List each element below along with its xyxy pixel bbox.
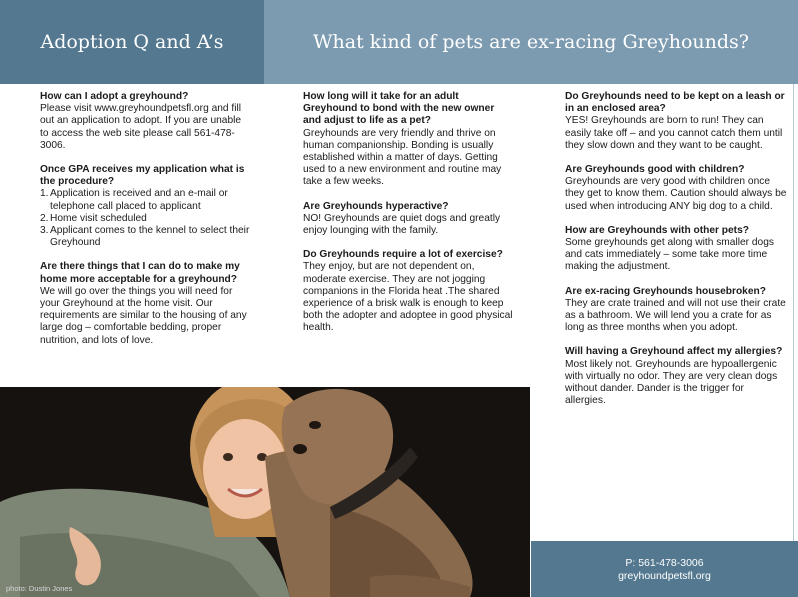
left-header-banner [0,0,264,84]
answer: They enjoy, but are not dependent on, moderate exercise. They are not jogging companions in the Florida heat .The shared experience of a brisk walk is enough to keep both the adopter and adoptee in good physical health. [303,261,513,334]
qa-block [40,164,252,249]
contact-box [531,541,798,597]
question: Are Greyhounds good with children? [565,164,745,176]
qa-block [565,225,787,274]
question: Will having a Greyhound affect my allergies? [565,346,783,358]
procedure-step [40,225,252,249]
step-number: 1. [40,188,49,200]
qa-block [303,201,513,238]
left-header-title: Adoption Q and A’s [40,31,224,53]
question: Are Greyhounds hyperactive? [303,200,449,212]
question: Do Greyhounds require a lot of exercise? [303,249,503,261]
answer: NO! Greyhounds are quiet dogs and greatly enjoy lounging with the family. [303,212,501,237]
procedure-step [40,188,252,212]
girl-and-greyhound-photo [0,387,530,597]
answer: Greyhounds are very good with children once they get to know them. Caution should always be used when introducing ANY big dog to a child. [565,176,787,212]
photo-credit: photo: Dustin Jones [6,584,73,593]
qa-column-2 [303,91,513,347]
contact-phone: P: 561-478-3006 [625,557,704,569]
qa-block [565,346,787,407]
answer: Some greyhounds get along with smaller dogs and cats immediately – some take more time making the adjustment. [565,237,774,273]
right-header-banner [264,0,798,84]
answer: We will go over the things you will need for your Greyhound at the home visit. Our requirements are similar to the housing of any large dog – comfortable bedding, proper nutrition, and lots of love. [40,285,247,346]
question: How can I adopt a greyhound? [40,91,189,102]
question: How are Greyhounds with other pets? [565,224,749,236]
answer: YES! Greyhounds are born to run! They can easily take off – and you cannot catch them until they slow down and they want to be caught. [565,115,783,151]
answer: Most likely not. Greyhounds are hypoallergenic with virtually no odor. They are very clean dogs without dander. Dander is the trigger for allergies. [565,358,778,407]
step-text: Home visit scheduled [50,212,147,224]
qa-block [565,286,787,335]
right-header-title: What kind of pets are ex-racing Greyhounds? [313,31,749,53]
contact-website: greyhoundpetsfl.org [618,570,711,582]
qa-block [565,91,787,152]
qa-column-1 [40,91,252,359]
question: Are ex-racing Greyhounds housebroken? [565,285,766,297]
qa-block [40,261,252,346]
answer: They are crate trained and will not use their crate as a bathroom. We will lend you a crate for as long as three months when you adopt. [565,297,786,334]
right-edge-divider [793,84,794,541]
answer: Greyhounds are very friendly and thrive on human companionship. Bonding is usually established within a matter of days. Getting used to a new environment and routine may take a few weeks. [303,127,502,188]
question: How long will it take for an adult Greyhound to bond with the new owner and adjust to life as a pet? [303,91,495,127]
question: Are there things that I can do to make my home more acceptable for a greyhound? [40,261,240,285]
qa-block [303,249,513,334]
answer: Please visit www.greyhoundpetsfl.org and fill out an application to adopt. If you are unable to access the web site please call 561-478-3006. [40,103,242,151]
qa-column-3 [565,91,787,419]
step-number: 2. [40,212,49,224]
qa-block [303,91,513,189]
procedure-step [40,213,252,225]
photo-illustration [0,387,530,597]
qa-block [565,164,787,213]
step-number: 3. [40,225,49,237]
question: Once GPA receives my application what is the procedure? [40,164,245,188]
procedure-steps [40,188,252,249]
step-text: Application is received and an e-mail or telephone call placed to applicant [50,188,228,212]
step-text: Applicant comes to the kennel to select their Greyhound [50,225,250,249]
question: Do Greyhounds need to be kept on a leash or in an enclosed area? [565,91,785,115]
qa-block [40,91,252,152]
